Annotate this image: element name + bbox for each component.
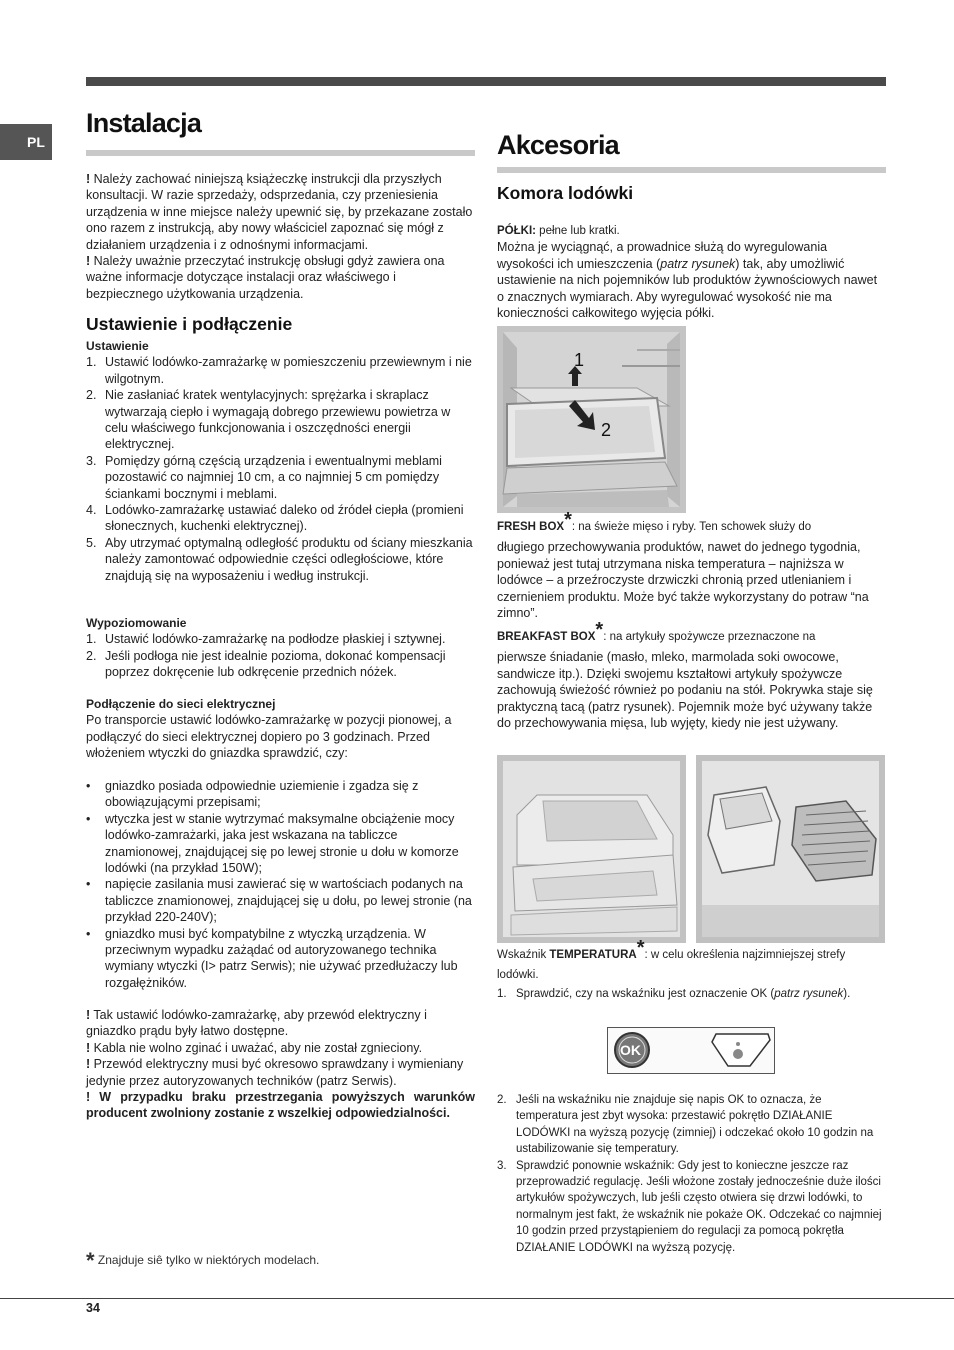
- temperature-list: [497, 1092, 886, 1256]
- intro-note-2: ! Należy uważnie przeczytać instrukcję obsługi gdyż zawiera ona ważne informacje dotyczące instalacji oraz właściwego i bezpiecznego użytkowania urządzenia.: [86, 254, 445, 301]
- page-number: 34: [86, 1301, 100, 1315]
- fresh-box-line: FRESH BOX*: na świeże mięso i ryby. Ten schowek służy do: [497, 509, 812, 533]
- wypoziomowanie-block: [86, 615, 475, 681]
- fresh-box-block: [497, 509, 886, 621]
- shelves-label-line: PÓŁKI: pełne lub kratki.: [497, 225, 620, 237]
- list-item: • gniazdko musi być kompatybilne z wtyczką urządzenia. W przeciwnym wypadku zażądać od autoryzowanego technika wymiany wtyczki (I> patrz Serwis); nie używać przedłużaczy lub rozgałężników.: [86, 926, 458, 990]
- ustawienie-list: [86, 354, 475, 584]
- breakfast-box-text: pierwsze śniadanie (masło, mleko, marmolada soki owocowe, sandwicze itp.). Dzięki swojemu kształtowi artykuły spożywcze zachowują świeżość również po podaniu na stół. Pokrywka staje się praktyczną tacą (patrz rysunek). Pojemnik może być używany także do przechowywania mięsa, lub wyjęty, kiedy nie jest używany.: [497, 650, 873, 731]
- temperature-block: [497, 937, 886, 1002]
- warning-1: ! Tak ustawić lodówko-zamrażarkę, aby przewód elektryczny i gniazdko prądu były łatwo dostępne.: [86, 1008, 427, 1039]
- breakfast-box-illustration: [696, 755, 885, 943]
- footnote: * Znajduje siê tylko w niektórych modelach.: [86, 1248, 320, 1273]
- ok-indicator-figure: [607, 1027, 775, 1074]
- list-item: • wtyczka jest w stanie wytrzymać maksymalne obciążenie mocy lodówko-zamrażarki, jaka jest wskazana na tabliczce znamionowej, znajdującej się po lewej stronie u dołu w komorze lodówki (na przykład 150W);: [86, 811, 459, 876]
- warning-2: ! Kabla nie wolno zginać i uważać, aby nie został zgnieciony.: [86, 1040, 423, 1055]
- fresh-box-illustration: [497, 755, 686, 943]
- bottom-rule: [0, 1298, 954, 1299]
- breakfast-box-block: [497, 619, 886, 731]
- ok-label: OK: [620, 1042, 641, 1058]
- title-rule: [86, 150, 475, 156]
- wypoziomowanie-title: Wypoziomowanie: [86, 616, 187, 630]
- list-item: 2. Jeśli podłoga nie jest idealnie pozioma, dokonać kompensacji poprzez dokręcenie lub odkręcenie przednich nóżek.: [86, 648, 446, 680]
- temperature-item-1: 1. Sprawdzić, czy na wskaźniku jest oznaczenie OK (patrz rysunek).: [497, 987, 851, 1000]
- warning-3: ! Przewód elektryczny musi być okresowo sprawdzany i wymieniany jedynie przez autoryzowanych techników (patrz Serwis).: [86, 1057, 464, 1088]
- breakfast-box-photo: [696, 755, 885, 943]
- ustawienie-block: [86, 338, 475, 584]
- section-title-fridge: Komora lodówki: [497, 183, 634, 203]
- shelves-text: Można je wyciągnąć, a prowadnice służą do wyregulowania wysokości ich umieszczenia (patrz rysunek) tak, aby umożliwić ustawienie na nich pojemników lub produktów żywnościowych nawet o znacznych wymiarach. Aby wyregulować wysokość nie ma konieczności całkowitego wyjęcia półki.: [497, 240, 878, 321]
- fresh-box-photo: [497, 755, 686, 943]
- shelf-illustration: [497, 326, 686, 513]
- temperature-line: Wskaźnik TEMPERATURA*: w celu określenia najzimniejszej strefy: [497, 937, 846, 961]
- intro-notes: [86, 171, 475, 302]
- ustawienie-title: Ustawienie: [86, 339, 149, 353]
- list-item: 1. Ustawić lodówko-zamrażarkę w pomieszczeniu przewiewnym i nie wilgotnym.: [86, 355, 472, 386]
- temperature-steps: [497, 1092, 886, 1256]
- list-item: 5. Aby utrzymać optymalną odległość produktu od ściany mieszkania należy zamontować odpowiednie części odległościowe, które znajdują się na wyposażeniu i według instrukcji.: [86, 535, 473, 583]
- page-title: Instalacja: [86, 108, 202, 138]
- accessories-rule: [497, 167, 886, 173]
- podlaczenie-title: Podłączenie do sieci elektrycznej: [86, 697, 276, 711]
- list-item: 3. Sprawdzić ponownie wskaźnik: Gdy jest to konieczne jeszcze raz przeprowadzić regulację. Jeśli włożone zostały jednocześnie duże ilości artykułów spożywczych, lub jeśli często otwiera się drzwi lodówki, to normalnym jest fakt, że wskaźnik nie pokaże OK. Odczekać co najmniej 10 godzin przed przystąpieniem do regulacji za pomocą pokrętła DZIAŁANIE LODÓWKI na wyższą pozycję.: [497, 1159, 882, 1254]
- warnings: [86, 1007, 475, 1122]
- top-bar: [86, 77, 886, 86]
- section-title-setup: Ustawienie i podłączenie: [86, 314, 293, 334]
- wypoziomowanie-list: [86, 631, 475, 680]
- check-list: [86, 778, 475, 991]
- accessories-title: Akcesoria: [497, 130, 619, 160]
- warning-4: ! W przypadku braku przestrzegania powyższych warunków producent zwolniony zostanie z wszelkiej odpowiedzialności.: [86, 1090, 475, 1121]
- list-item: • napięcie zasilania musi zawierać się w wartościach podanych na tabliczce znamionowej, znajdującej się u dołu, po lewej stronie (na przykład 220-240V);: [86, 877, 472, 925]
- figure-label-1: 1: [574, 350, 585, 370]
- shelf-figure: [497, 326, 686, 513]
- podlaczenie-block: [86, 696, 475, 762]
- list-item: 4. Lodówko-zamrażarkę ustawiać daleko od źródeł ciepła (promieni słonecznych, kuchenki elektrycznej).: [86, 503, 464, 534]
- bullet-block: [86, 778, 475, 991]
- fresh-box-text: długiego przechowywania produktów, nawet do jednego tygodnia, ponieważ jest tutaj utrzymana niska temperatura – najniższa w lodówce – a przeźroczyste drzwiczki chronią przed utlenianiem i czernieniem produktu. Może być także wykorzystany do potraw “na zimno”.: [497, 540, 869, 621]
- figure-label-2: 2: [601, 420, 612, 440]
- list-item: 1. Ustawić lodówko-zamrażarkę na podłodze płaskiej i sztywnej.: [86, 632, 446, 647]
- language-tab: PL: [0, 124, 52, 160]
- list-item: 2. Jeśli na wskaźniku nie znajduje się napis OK to oznacza, że temperatura jest zbyt wysoka: przestawić pokrętło DZIAŁANIE LODÓWKI na wyższą pozycję (zimniej) i odczekać około 10 godzin na ustabilizowanie się temperatury.: [497, 1094, 874, 1156]
- list-item: • gniazdko posiada odpowiednie uziemienie i zgadza się z obowiązującymi przepisami;: [86, 779, 419, 810]
- temperature-after: lodówki.: [497, 969, 539, 982]
- breakfast-box-line: BREAKFAST BOX*: na artykuły spożywcze przeznaczone na: [497, 619, 816, 643]
- list-item: 2. Nie zasłaniać kratek wentylacyjnych: sprężarka i skraplacz wytwarzają ciepło i wymagają dobrego przewiewu powietrza w celu właściwego funkcjonowania i oszczędności energii elektrycznej.: [86, 388, 451, 452]
- shelves-block: [497, 222, 886, 321]
- podlaczenie-text: Po transporcie ustawić lodówko-zamrażarkę w pozycji pionowej, a podłączyć do sieci elektrycznej dopiero po 3 godzinach. Przed włożeniem wtyczki do gniazdka sprawdzić, czy:: [86, 713, 452, 761]
- intro-note-1: ! Należy zachować niniejszą książeczkę instrukcji dla przyszłych konsultacji. W razie sprzedaży, odsprzedania, czy przeniesienia urządzenia w inne miejsce należy upewnić się, by przekazane zostało ono razem z instrukcją, aby nowy właściciel zapoznać się mógł z działaniem urządzenia i z odnośnymi informacjami.: [86, 172, 473, 252]
- list-item: 3. Pomiędzy górną częścią urządzenia i ewentualnymi meblami pozostawić co najmniej 10 cm, a co najmniej 5 cm pomiędzy ściankami bocznymi i meblami.: [86, 453, 442, 501]
